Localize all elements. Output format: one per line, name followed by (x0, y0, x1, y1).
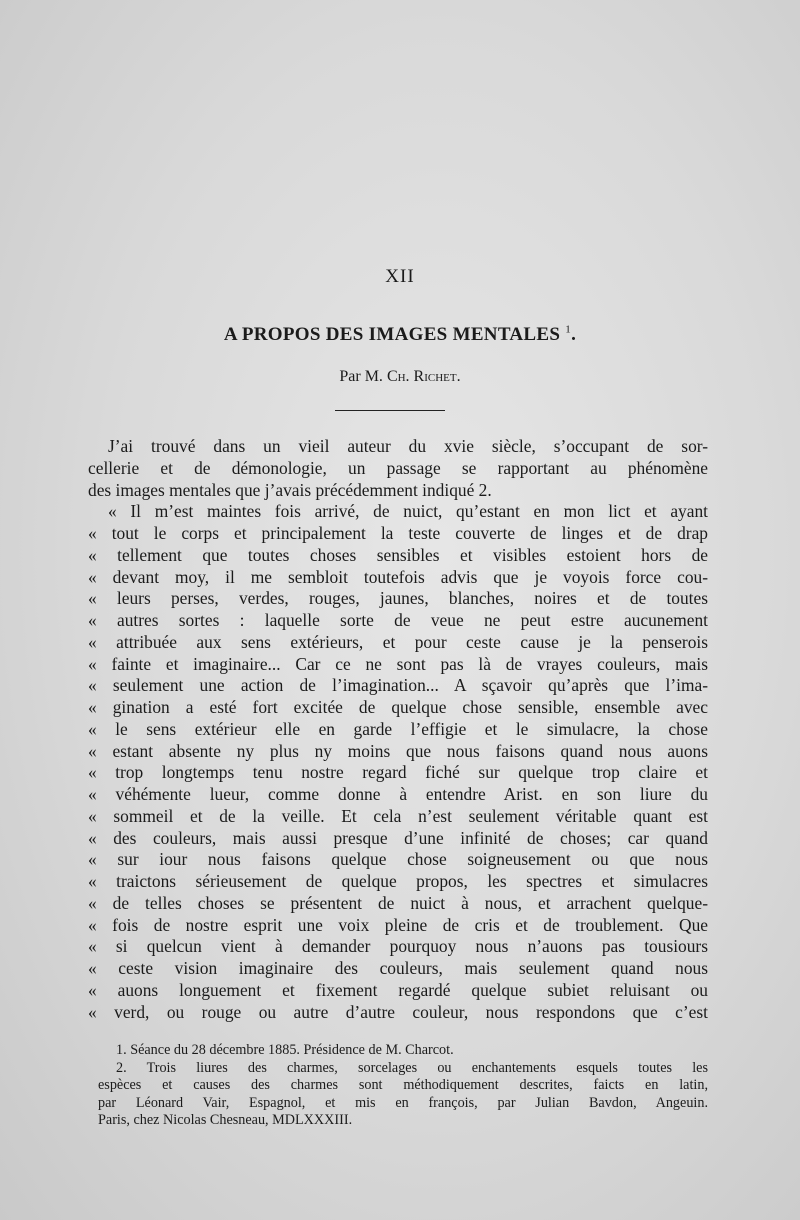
author-byline (0, 368, 800, 386)
body-line: « gination a esté fort excitée de quelque chose sensible, ensemble avec (88, 697, 708, 717)
body-line: « attribuée aux sens extérieurs, et pour ceste cause je la penserois (88, 631, 708, 652)
title-divider (335, 410, 445, 411)
body-line: « de telles choses se présentent de nuict à nous, et arrachent quelque- (88, 892, 708, 913)
body-line: « sommeil et de la veille. Et cela n’est seulement véritable quant est (88, 805, 708, 826)
body-line: « leurs perses, verdes, rouges, jaunes, blanches, noires et de toutes (88, 588, 708, 609)
body-line: « Il m’est maintes fois arrivé, de nuict, qu’estant en mon lict et ayant (108, 501, 708, 522)
body-line: « tellement que toutes choses sensibles et visibles estoient hors de (88, 544, 708, 565)
body-line: « fainte et imaginaire... Car ce ne sont pas là de vrayes couleurs, mais (88, 653, 708, 674)
body-line: « devant moy, il me sembloit toutefois advis que je voyois force cou- (88, 566, 708, 587)
body-line: « tout le corps et principalement la teste couverte de linges et de drap (88, 523, 708, 543)
body-line: « seulement une action de l’imagination... A sçavoir qu’après que l’ima- (88, 675, 708, 696)
title-period: . (571, 324, 577, 345)
body-line: « véhémente lueur, comme donne à entendre Arist. en son liure du (88, 784, 708, 804)
byline-prefix: Par M. (339, 368, 387, 385)
footnote-line: espèces et causes des charmes sont méthodiquement descrites, faicts en latin, (98, 1077, 708, 1093)
body-line: « auons longuement et fixement regardé quelque subiet reluisant ou (88, 979, 708, 1000)
article-title-text: A PROPOS DES IMAGES MENTALES (223, 324, 561, 345)
body-line: « sur iour nous faisons quelque chose soigneusement ou que nous (88, 849, 708, 870)
body-line: « des couleurs, mais aussi presque d’une infinité de choses; car quand (88, 827, 708, 848)
body-line: « autres sortes : laquelle sorte de veue ne peut estre aucunement (88, 610, 708, 630)
body-line: « estant absente ny plus ny moins que nous faisons quand nous auons (88, 740, 708, 761)
author-name: Ch. Richet (386, 368, 457, 385)
footnote-line: 2. Trois liures des charmes, sorcelages ou enchantements esquels toutes les (116, 1059, 708, 1076)
body-text (88, 436, 708, 1023)
title-footnote-ref: 1 (565, 323, 572, 336)
chapter-number: XII (385, 266, 415, 287)
body-line: « ceste vision imaginaire des couleurs, mais seulement quand nous (88, 958, 708, 978)
footnotes (98, 1042, 708, 1130)
body-line: J’ai trouvé dans un vieil auteur du xvie siècle, s’occupant de sor- (108, 436, 708, 456)
body-line: « traictons sérieusement de quelque propos, les spectres et simulacres (88, 871, 708, 891)
body-line: « le sens extérieur elle en garde l’effigie et le simulacre, la chose (88, 718, 708, 739)
body-line: « si quelcun vient à demander pourquoy nous n’auons pas tousiours (88, 936, 708, 957)
body-line: « fois de nostre esprit une voix pleine de cris et de troublement. Que (88, 914, 708, 935)
body-line: « verd, ou rouge ou autre d’autre couleur, nous respondons que c’est (88, 1001, 708, 1022)
byline-suffix: . (456, 368, 461, 385)
body-line: des images mentales que j’avais précédemment indiqué 2. (88, 479, 492, 500)
body-line: « trop longtemps tenu nostre regard fiché sur quelque trop claire et (88, 762, 708, 783)
body-line: cellerie et de démonologie, un passage se rapportant au phénomène (88, 457, 708, 478)
article-title (0, 324, 800, 346)
footnote-line: Paris, chez Nicolas Chesneau, MDLXXXIII. (98, 1112, 353, 1128)
footnote-line: par Léonard Vair, Espagnol, et mis en françois, par Julian Bavdon, Angeuin. (98, 1094, 708, 1111)
footnote-line: 1. Séance du 28 décembre 1885. Présidence de M. Charcot. (116, 1042, 454, 1058)
